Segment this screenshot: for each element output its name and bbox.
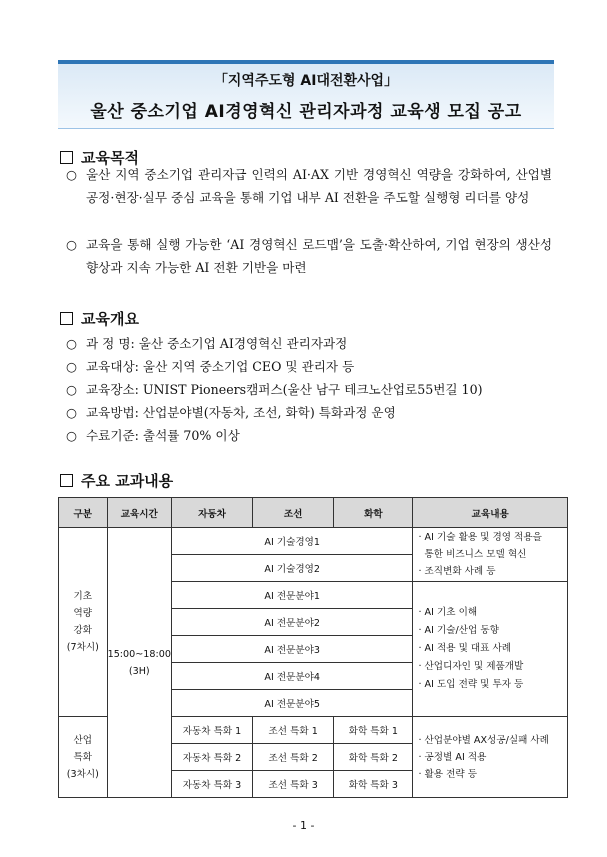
purpose-item-2: ○ 교육을 통해 실행 가능한 ‘AI 경영혁신 로드맵’을 도출·확산하여, 기업 현장의 생산성 향상과 지속 가능한 AI 전환 기반을 마련 <box>66 237 552 275</box>
group-label-basic: 기초 역량 강화 (7차시) <box>59 528 108 717</box>
special-ship: 조선 특화 2 <box>253 744 334 771</box>
special-chem: 화학 특화 1 <box>334 717 413 744</box>
table-row <box>59 528 568 555</box>
checkbox-square-icon <box>60 312 73 325</box>
col-header-time: 교육시간 <box>107 498 171 528</box>
basic-topic: AI 전문분야5 <box>171 690 413 717</box>
basic-topic: AI 기술경영1 <box>171 528 413 555</box>
col-header-auto: 자동차 <box>171 498 252 528</box>
content-desc-3: · 산업분야별 AX성공/실패 사례 · 공정별 AI 적용 · 활용 전략 등 <box>413 717 568 798</box>
curriculum-table <box>58 497 568 798</box>
page-subtitle: 「지역주도형 AI대전환사업」 <box>213 73 399 89</box>
checkbox-square-icon <box>60 474 73 487</box>
col-header-chem: 화학 <box>334 498 413 528</box>
overview-item-5: ○ 수료기준: 출석률 70% 이상 <box>66 428 240 443</box>
overview-item-2: ○ 교육대상: 울산 지역 중소기업 CEO 및 관리자 등 <box>66 359 355 374</box>
col-header-category: 구분 <box>59 498 108 528</box>
overview-item-1: ○ 과 정 명: 울산 중소기업 AI경영혁신 관리자과정 <box>66 336 348 351</box>
special-chem: 화학 특화 2 <box>334 744 413 771</box>
content-desc-2: · AI 기초 이해 · AI 기술/산업 동향 · AI 적용 및 대표 사례 · 산업디자인 및 제품개발 · AI 도입 전략 및 투자 등 <box>413 582 568 717</box>
group-label-special: 산업 특화 (3차시) <box>59 717 108 798</box>
time-cell: 15:00~18:00 (3H) <box>107 528 171 798</box>
section-heading-curriculum: 주요 교과내용 <box>60 470 173 491</box>
basic-topic: AI 전문분야3 <box>171 636 413 663</box>
special-auto: 자동차 특화 1 <box>171 717 252 744</box>
special-auto: 자동차 특화 3 <box>171 771 252 798</box>
basic-topic: AI 전문분야2 <box>171 609 413 636</box>
special-ship: 조선 특화 3 <box>253 771 334 798</box>
purpose-item-1: ○ 울산 지역 중소기업 관리자급 인력의 AI·AX 기반 경영혁신 역량을 강화하여, 산업별 공정·현장·실무 중심 교육을 통해 기업 내부 AI 전환을 주도할 실행형 리더를 양성 <box>66 167 552 205</box>
overview-item-4: ○ 교육방법: 산업분야별(자동차, 조선, 화학) 특화과정 운영 <box>66 405 396 420</box>
col-header-ship: 조선 <box>253 498 334 528</box>
section-heading-overview: 교육개요 <box>60 308 139 329</box>
special-ship: 조선 특화 1 <box>253 717 334 744</box>
basic-topic: AI 전문분야4 <box>171 663 413 690</box>
basic-topic: AI 전문분야1 <box>171 582 413 609</box>
section-heading-purpose: 교육목적 <box>60 147 139 168</box>
overview-item-3: ○ 교육장소: UNIST Pioneers캠퍼스(울산 남구 테크노산업로55번길 10) <box>66 382 483 397</box>
table-header-row <box>59 498 568 528</box>
content-desc-1: · AI 기술 활용 및 경영 적용을 통한 비즈니스 모델 혁신 · 조직변화 사례 등 <box>413 528 568 582</box>
special-chem: 화학 특화 3 <box>334 771 413 798</box>
col-header-content: 교육내용 <box>413 498 568 528</box>
special-auto: 자동차 특화 2 <box>171 744 252 771</box>
basic-topic: AI 기술경영2 <box>171 555 413 582</box>
page-title: 울산 중소기업 AI경영혁신 관리자과정 교육생 모집 공고 <box>90 102 522 122</box>
title-box <box>58 60 554 129</box>
page-number: - 1 - <box>292 819 315 832</box>
